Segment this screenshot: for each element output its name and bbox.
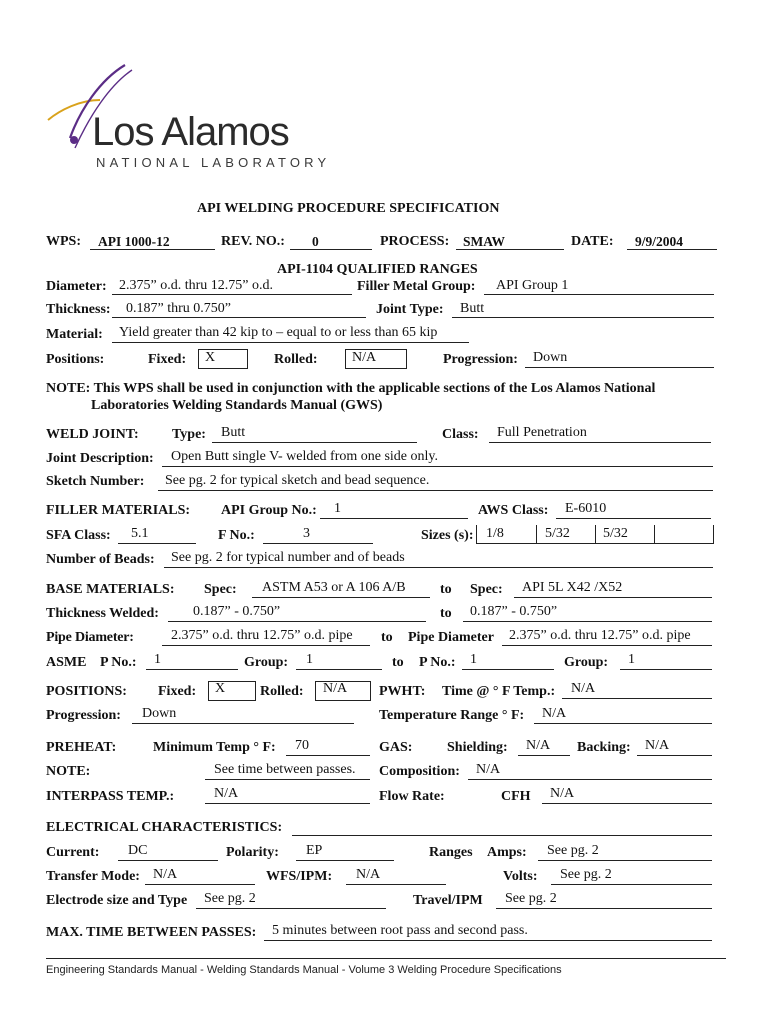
positions2-progression-value: Down: [142, 706, 177, 721]
pno2-underline: [462, 669, 554, 670]
thick-welded-value: 0.187” - 0.750”: [193, 604, 281, 619]
pno2-label: P No.:: [419, 655, 456, 670]
diameter-label: Diameter:: [46, 279, 107, 294]
positions2-fixed-label: Fixed:: [158, 684, 197, 699]
beads-label: Number of Beads:: [46, 552, 155, 567]
joint-type-value: Butt: [460, 301, 485, 316]
lanl-logo: [40, 60, 340, 180]
spec2-value: API 5L X42 /X52: [522, 580, 623, 595]
polarity-value: EP: [306, 843, 323, 858]
filler-group-value: API Group 1: [496, 278, 569, 293]
pwht-label: PWHT:: [379, 684, 426, 699]
joint-desc-value: Open Butt single V- welded from one side only.: [171, 449, 439, 464]
backing-value: N/A: [645, 738, 670, 753]
composition-underline: [468, 779, 712, 780]
transfer-value: N/A: [153, 867, 178, 882]
note-line2: Laboratories Welding Standards Manual (GWS): [91, 398, 383, 413]
thick-to: to: [440, 606, 452, 621]
group2-label: Group:: [564, 655, 609, 670]
interpass-underline: [205, 803, 370, 804]
positions2-rolled-value: N/A: [323, 681, 348, 696]
pno2-value: 1: [470, 652, 477, 667]
travel-label: Travel/IPM: [413, 893, 483, 908]
composition-value: N/A: [476, 762, 501, 777]
wps-value: API 1000-12: [98, 234, 170, 249]
flow-rate-label: Flow Rate:: [379, 789, 445, 804]
diameter-underline: [112, 294, 352, 295]
transfer-label: Transfer Mode:: [46, 869, 140, 884]
sketch-value: See pg. 2 for typical sketch and bead sequence.: [165, 473, 430, 488]
pipe-to: to: [381, 630, 393, 645]
sfa-value: 5.1: [131, 526, 149, 541]
date-value: 9/9/2004: [635, 234, 684, 249]
process-value: SMAW: [463, 234, 506, 249]
weld-class-value: Full Penetration: [497, 425, 587, 440]
volts-underline: [551, 884, 712, 885]
amps-label: Amps:: [487, 845, 527, 860]
api-group-value: 1: [334, 501, 341, 516]
electrode-label: Electrode size and Type: [46, 893, 188, 908]
weld-joint-label: WELD JOINT:: [46, 427, 139, 442]
weld-type-label: Type:: [172, 427, 206, 442]
rev-underline: [290, 249, 372, 250]
filler-group-underline: [484, 294, 714, 295]
positions-label: Positions:: [46, 352, 105, 367]
note-line1: NOTE: This WPS shall be used in conjunction with the applicable sections of the Los Alamos National: [46, 381, 656, 396]
material-underline: [112, 342, 469, 343]
beads-underline: [164, 567, 713, 568]
pipe2-label: Pipe Diameter: [408, 630, 494, 645]
joint-desc-underline: [162, 466, 713, 467]
positions2-progression-label: Progression:: [46, 708, 121, 723]
joint-type-label: Joint Type:: [376, 302, 444, 317]
filler-label: FILLER MATERIALS:: [46, 503, 191, 518]
base-label: BASE MATERIALS:: [46, 582, 175, 597]
temp-range-value: N/A: [542, 706, 567, 721]
pno-to: to: [392, 655, 404, 670]
amps-value: See pg. 2: [547, 843, 599, 858]
group2-value: 1: [628, 652, 635, 667]
sketch-underline: [158, 490, 713, 491]
size-1: 1/8: [486, 526, 504, 541]
logo-name: Los Alamos: [92, 110, 289, 154]
weld-type-underline: [212, 442, 417, 443]
fixed-label: Fixed:: [148, 352, 187, 367]
current-value: DC: [128, 843, 148, 858]
pno-underline: [146, 669, 238, 670]
shielding-label: Shielding:: [447, 740, 508, 755]
electrical-underline: [292, 835, 712, 836]
cfh-value: N/A: [550, 786, 575, 801]
current-label: Current:: [46, 845, 100, 860]
temp-range-label: Temperature Range ° F:: [379, 708, 525, 723]
progression-label: Progression:: [443, 352, 518, 367]
travel-underline: [496, 908, 712, 909]
pipe-value: 2.375” o.d. thru 12.75” o.d. pipe: [171, 628, 353, 643]
group-label: Group:: [244, 655, 289, 670]
min-temp-underline: [286, 755, 370, 756]
date-underline: [627, 249, 717, 250]
footer-rule: [46, 958, 726, 959]
qualified-title: API-1104 QUALIFIED RANGES: [277, 262, 478, 277]
group-underline: [296, 669, 382, 670]
pno-value: 1: [154, 652, 161, 667]
joint-desc-label: Joint Description:: [46, 451, 154, 466]
spec-label: Spec:: [204, 582, 237, 597]
size-2: 5/32: [545, 526, 570, 541]
temp-range-underline: [534, 723, 712, 724]
aws-underline: [556, 518, 711, 519]
fno-label: F No.:: [218, 528, 255, 543]
positions2-fixed-value: X: [215, 681, 226, 696]
progression-value: Down: [533, 350, 568, 365]
wfs-value: N/A: [356, 867, 381, 882]
sfa-underline: [118, 543, 196, 544]
max-time-label: MAX. TIME BETWEEN PASSES:: [46, 925, 257, 940]
electrode-underline: [196, 908, 386, 909]
travel-value: See pg. 2: [505, 891, 557, 906]
fixed-value: X: [205, 350, 216, 365]
wps-underline: [90, 249, 215, 250]
spec2-label: Spec:: [470, 582, 503, 597]
size-divider-3: [654, 525, 655, 543]
thick-welded-underline: [168, 621, 426, 622]
cfh-label: CFH: [501, 789, 531, 804]
aws-label: AWS Class:: [478, 503, 549, 518]
max-time-value: 5 minutes between root pass and second pass.: [272, 923, 528, 938]
footer-text: Engineering Standards Manual - Welding Standards Manual - Volume 3 Welding Procedure Specifications: [46, 964, 562, 976]
spec-value: ASTM A53 or A 106 A/B: [262, 580, 406, 595]
filler-group-label: Filler Metal Group:: [357, 279, 476, 294]
pno-label: P No.:: [100, 655, 137, 670]
amps-underline: [538, 860, 712, 861]
document-title: API WELDING PROCEDURE SPECIFICATION: [197, 201, 500, 216]
wfs-underline: [346, 884, 446, 885]
composition-label: Composition:: [379, 764, 460, 779]
thick-welded-label: Thickness Welded:: [46, 606, 159, 621]
min-temp-label: Minimum Temp ° F:: [153, 740, 276, 755]
weld-type-value: Butt: [221, 425, 246, 440]
positions2-label: POSITIONS:: [46, 684, 127, 699]
size-divider-2: [595, 525, 596, 543]
polarity-underline: [296, 860, 394, 861]
rev-label: REV. NO.:: [221, 234, 285, 249]
progression-underline: [525, 367, 714, 368]
fno-underline: [263, 543, 373, 544]
pipe2-underline: [502, 645, 712, 646]
pipe-label: Pipe Diameter:: [46, 630, 134, 645]
preheat-note-label: NOTE:: [46, 764, 91, 779]
transfer-underline: [145, 884, 255, 885]
material-label: Material:: [46, 327, 103, 342]
thickness-value: 0.187” thru 0.750”: [126, 301, 231, 316]
volts-value: See pg. 2: [560, 867, 612, 882]
size-divider-1: [536, 525, 537, 543]
fno-value: 3: [303, 526, 310, 541]
ranges-label: Ranges: [429, 845, 473, 860]
backing-label: Backing:: [577, 740, 631, 755]
preheat-note-underline: [205, 779, 370, 780]
current-underline: [118, 860, 218, 861]
electrode-value: See pg. 2: [204, 891, 256, 906]
logo-subtitle: NATIONAL LABORATORY: [96, 155, 331, 170]
date-label: DATE:: [571, 234, 614, 249]
spec-to: to: [440, 582, 452, 597]
time-temp-underline: [562, 698, 712, 699]
api-group-underline: [320, 518, 468, 519]
weld-class-underline: [489, 442, 711, 443]
wfs-label: WFS/IPM:: [266, 869, 333, 884]
pipe-underline: [162, 645, 370, 646]
group-value: 1: [306, 652, 313, 667]
time-temp-label: Time @ ° F Temp.:: [442, 684, 556, 699]
joint-type-underline: [452, 317, 714, 318]
max-time-underline: [264, 940, 712, 941]
weld-class-label: Class:: [442, 427, 479, 442]
electrical-label: ELECTRICAL CHARACTERISTICS:: [46, 820, 283, 835]
polarity-label: Polarity:: [226, 845, 279, 860]
interpass-value: N/A: [214, 786, 239, 801]
backing-underline: [637, 755, 712, 756]
process-label: PROCESS:: [380, 234, 450, 249]
api-group-label: API Group No.:: [221, 503, 317, 518]
sfa-label: SFA Class:: [46, 528, 111, 543]
gas-label: GAS:: [379, 740, 413, 755]
pipe2-value: 2.375” o.d. thru 12.75” o.d. pipe: [509, 628, 691, 643]
rolled-label: Rolled:: [274, 352, 318, 367]
material-value: Yield greater than 42 kip to – equal to or less than 65 kip: [119, 325, 438, 340]
preheat-label: PREHEAT:: [46, 740, 117, 755]
sketch-label: Sketch Number:: [46, 474, 145, 489]
rolled-value: N/A: [352, 350, 377, 365]
thickness-underline: [112, 317, 366, 318]
beads-value: See pg. 2 for typical number and of beads: [171, 550, 405, 565]
cfh-underline: [542, 803, 712, 804]
thick2-underline: [463, 621, 712, 622]
spec-underline: [252, 597, 430, 598]
volts-label: Volts:: [503, 869, 538, 884]
preheat-note-value: See time between passes.: [214, 762, 356, 777]
size-3: 5/32: [603, 526, 628, 541]
positions2-rolled-label: Rolled:: [260, 684, 304, 699]
asme-label: ASME: [46, 655, 87, 670]
interpass-label: INTERPASS TEMP.:: [46, 789, 175, 804]
min-temp-value: 70: [295, 738, 309, 753]
wps-label: WPS:: [46, 234, 81, 249]
diameter-value: 2.375” o.d. thru 12.75” o.d.: [119, 278, 273, 293]
group2-underline: [620, 669, 712, 670]
thick2-value: 0.187” - 0.750”: [470, 604, 558, 619]
time-temp-value: N/A: [571, 681, 596, 696]
positions2-progression-underline: [132, 723, 354, 724]
thickness-label: Thickness:: [46, 302, 111, 317]
sizes-label: Sizes (s):: [421, 528, 474, 543]
process-underline: [456, 249, 564, 250]
rev-value: 0: [312, 234, 319, 249]
aws-value: E-6010: [565, 501, 607, 516]
shielding-underline: [518, 755, 570, 756]
spec2-underline: [514, 597, 712, 598]
shielding-value: N/A: [526, 738, 551, 753]
